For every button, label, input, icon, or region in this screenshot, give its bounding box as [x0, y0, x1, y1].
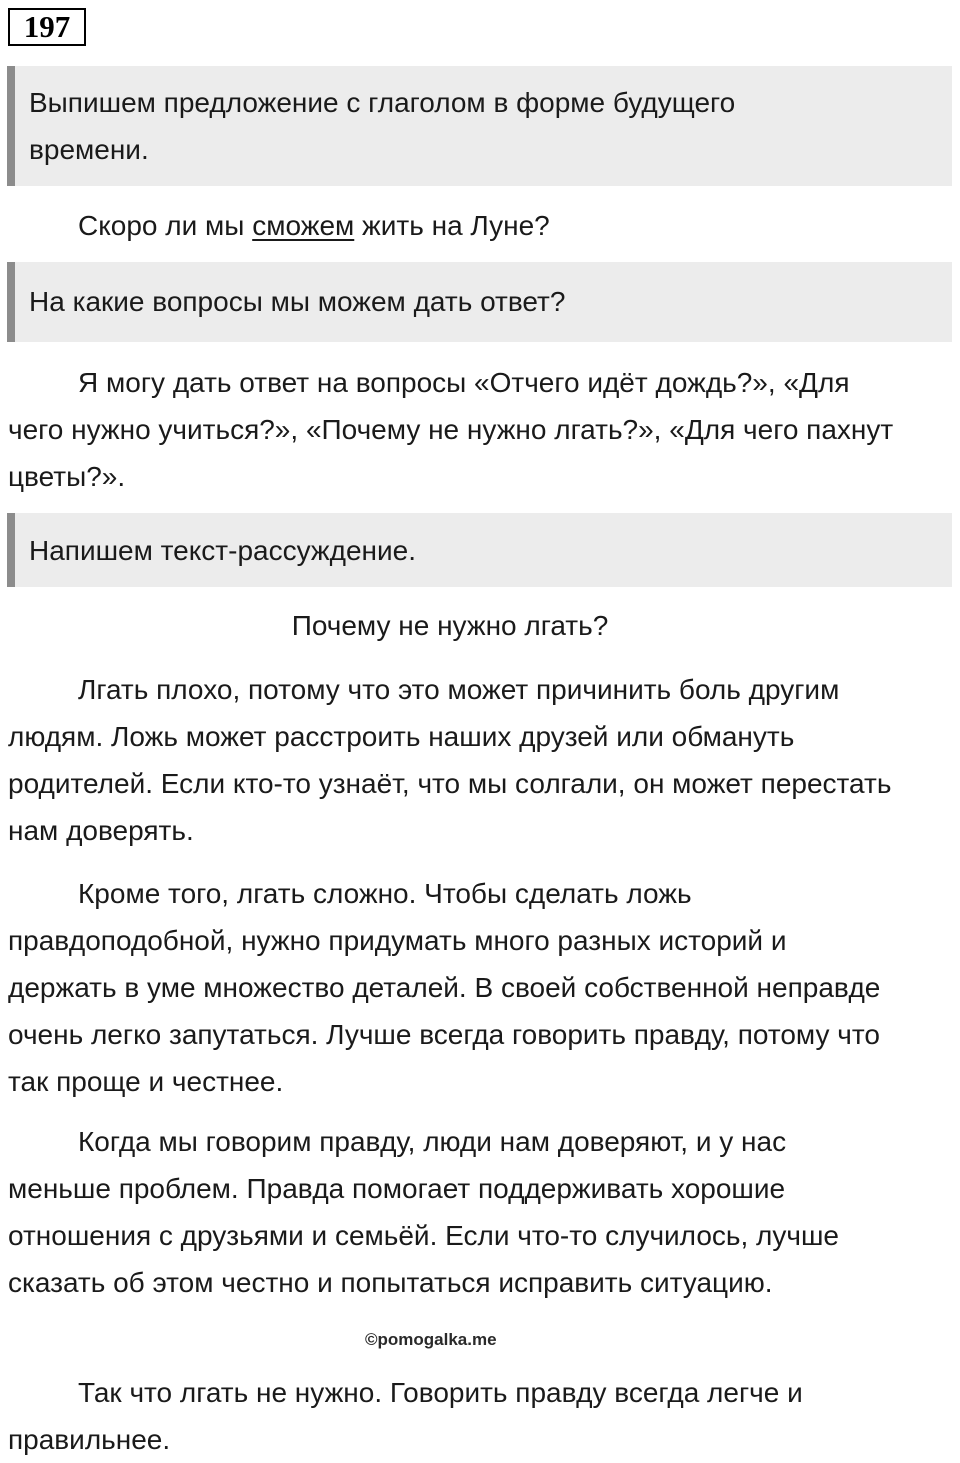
answer-1	[8, 202, 928, 249]
answer-2: Я могу дать ответ на вопросы «Отчего идёт дождь?», «Для чего нужно учиться?», «Почему не нужно лгать?», «Для чего пахнут цветы?».	[8, 367, 894, 492]
task-prompt-2	[7, 262, 952, 342]
task-prompt-2-text: На какие вопросы мы можем дать ответ?	[29, 286, 566, 317]
essay-paragraph-2: Кроме того, лгать сложно. Чтобы сделать ложь правдоподобной, нужно придумать много разных историй и держать в уме множество деталей. В своей собственной неправде очень легко запутаться. Лучше всегда говорить правду, потому что так проще и честнее.	[8, 878, 881, 1097]
watermark: ©pomogalka.me	[365, 1330, 497, 1349]
task-prompt-1-line2: времени.	[29, 134, 149, 165]
essay-paragraph-3: Когда мы говорим правду, люди нам доверяют, и у нас меньше проблем. Правда помогает поддерживать хорошие отношения с друзьями и семьёй. Если что-то случилось, лучше сказать об этом честно и попытаться исправить ситуацию.	[8, 1126, 840, 1298]
future-verb: сможем	[252, 210, 355, 241]
task-prompt-1	[7, 66, 952, 186]
essay-paragraph-1: Лгать плохо, потому что это может причинить боль другим людям. Ложь может расстроить наших друзей или обмануть родителей. Если кто-то узнаёт, что мы солгали, он может перестать нам доверять.	[8, 674, 892, 846]
answer-1-before: Скоро ли мы	[78, 210, 253, 241]
answer-1-after: жить на Луне?	[354, 210, 550, 241]
essay-title: Почему не нужно лгать?	[291, 610, 609, 641]
task-prompt-3	[7, 513, 952, 587]
task-prompt-3-text: Напишем текст-рассуждение.	[29, 535, 417, 566]
essay-paragraph-4: Так что лгать не нужно. Говорить правду всегда легче и правильнее.	[8, 1377, 803, 1455]
task-number-box: 197	[8, 8, 86, 46]
task-prompt-1-line1: Выпишем предложение с глаголом в форме будущего	[29, 87, 736, 118]
